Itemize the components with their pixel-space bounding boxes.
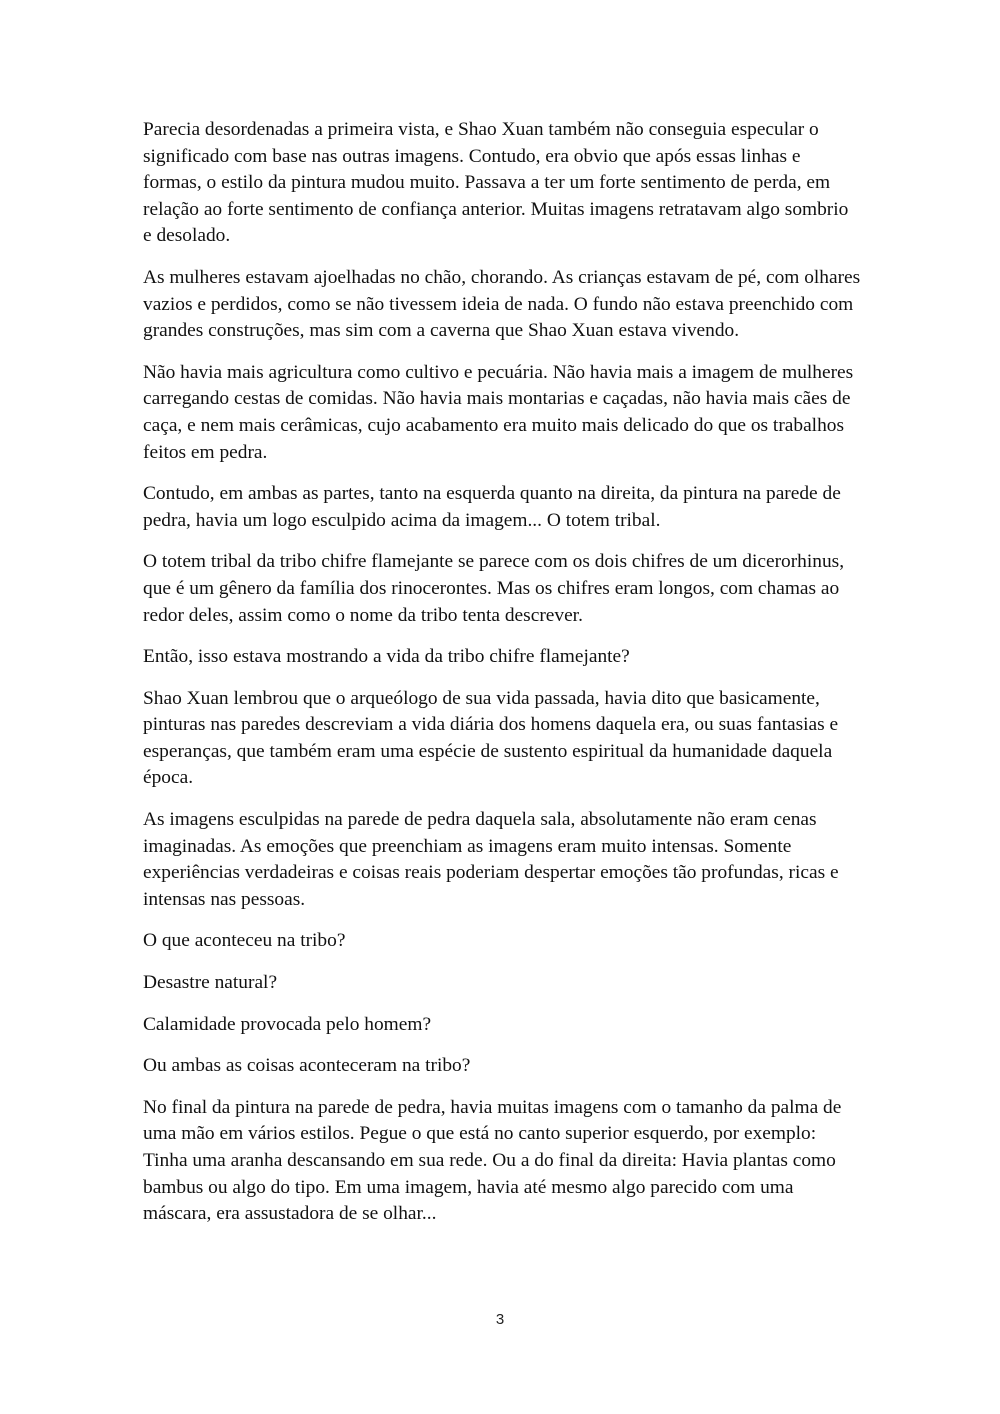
body-text	[143, 117, 861, 1243]
paragraph: As imagens esculpidas na parede de pedra daquela sala, absolutamente não eram cenas imaginadas. As emoções que preenchiam as imagens eram muito intensas. Somente experiências verdadeiras e coisas reais poderiam despertar emoções tão profundas, ricas e intensas nas pessoas.	[143, 809, 839, 910]
paragraph: Contudo, em ambas as partes, tanto na esquerda quanto na direita, da pintura na parede de pedra, havia um logo esculpido acima da imagem... O totem tribal.	[143, 483, 841, 531]
paragraph: As mulheres estavam ajoelhadas no chão, chorando. As crianças estavam de pé, com olhares vazios e perdidos, como se não tivessem ideia de nada. O fundo não estava preenchido com grandes construções, mas sim com a caverna que Shao Xuan estava vivendo.	[143, 266, 861, 342]
paragraph: Calamidade provocada pelo homem?	[143, 1013, 432, 1035]
paragraph: No final da pintura na parede de pedra, havia muitas imagens com o tamanho da palma de uma mão em vários estilos. Pegue o que está no canto superior esquerdo, por exemplo: Tinha uma aranha descansando em sua rede. Ou a do final da direita: Havia plantas como bambus ou algo do tipo. Em uma imagem, havia até mesmo algo parecido com uma máscara, era assustadora de se olhar...	[143, 1096, 842, 1225]
paragraph: Não havia mais agricultura como cultivo e pecuária. Não havia mais a imagem de mulheres carregando cestas de comidas. Não havia mais montarias e caçadas, não havia mais cães de caça, e nem mais cerâmicas, cujo acabamento era muito mais delicado do que os trabalhos feitos em pedra.	[143, 361, 854, 463]
paragraph: O que aconteceu na tribo?	[143, 930, 346, 952]
page-number: 3	[495, 1311, 505, 1328]
paragraph: O totem tribal da tribo chifre flamejante se parece com os dois chifres de um dicerorhinus, que é um gênero da família dos rinocerontes. Mas os chifres eram longos, com chamas ao redor deles, assim como o nome da tribo tenta descrever.	[143, 551, 845, 626]
paragraph: Ou ambas as coisas aconteceram na tribo?	[143, 1055, 471, 1077]
paragraph: Shao Xuan lembrou que o arqueólogo de sua vida passada, havia dito que basicamente, pinturas nas paredes descreviam a vida diária dos homens daquela era, ou suas fantasias e esperanças, que também eram uma espécie de sustento espiritual da humanidade daquela época.	[143, 687, 839, 789]
paragraph: Então, isso estava mostrando a vida da tribo chifre flamejante?	[143, 646, 630, 668]
paragraph: Parecia desordenadas a primeira vista, e Shao Xuan também não conseguia especular o significado com base nas outras imagens. Contudo, era obvio que após essas linhas e formas, o estilo da pintura mudou muito. Passava a ter um forte sentimento de perda, em relação ao forte sentimento de confiança anterior. Muitas imagens retratavam algo sombrio e desolado.	[143, 119, 849, 247]
paragraph: Desastre natural?	[143, 972, 278, 994]
